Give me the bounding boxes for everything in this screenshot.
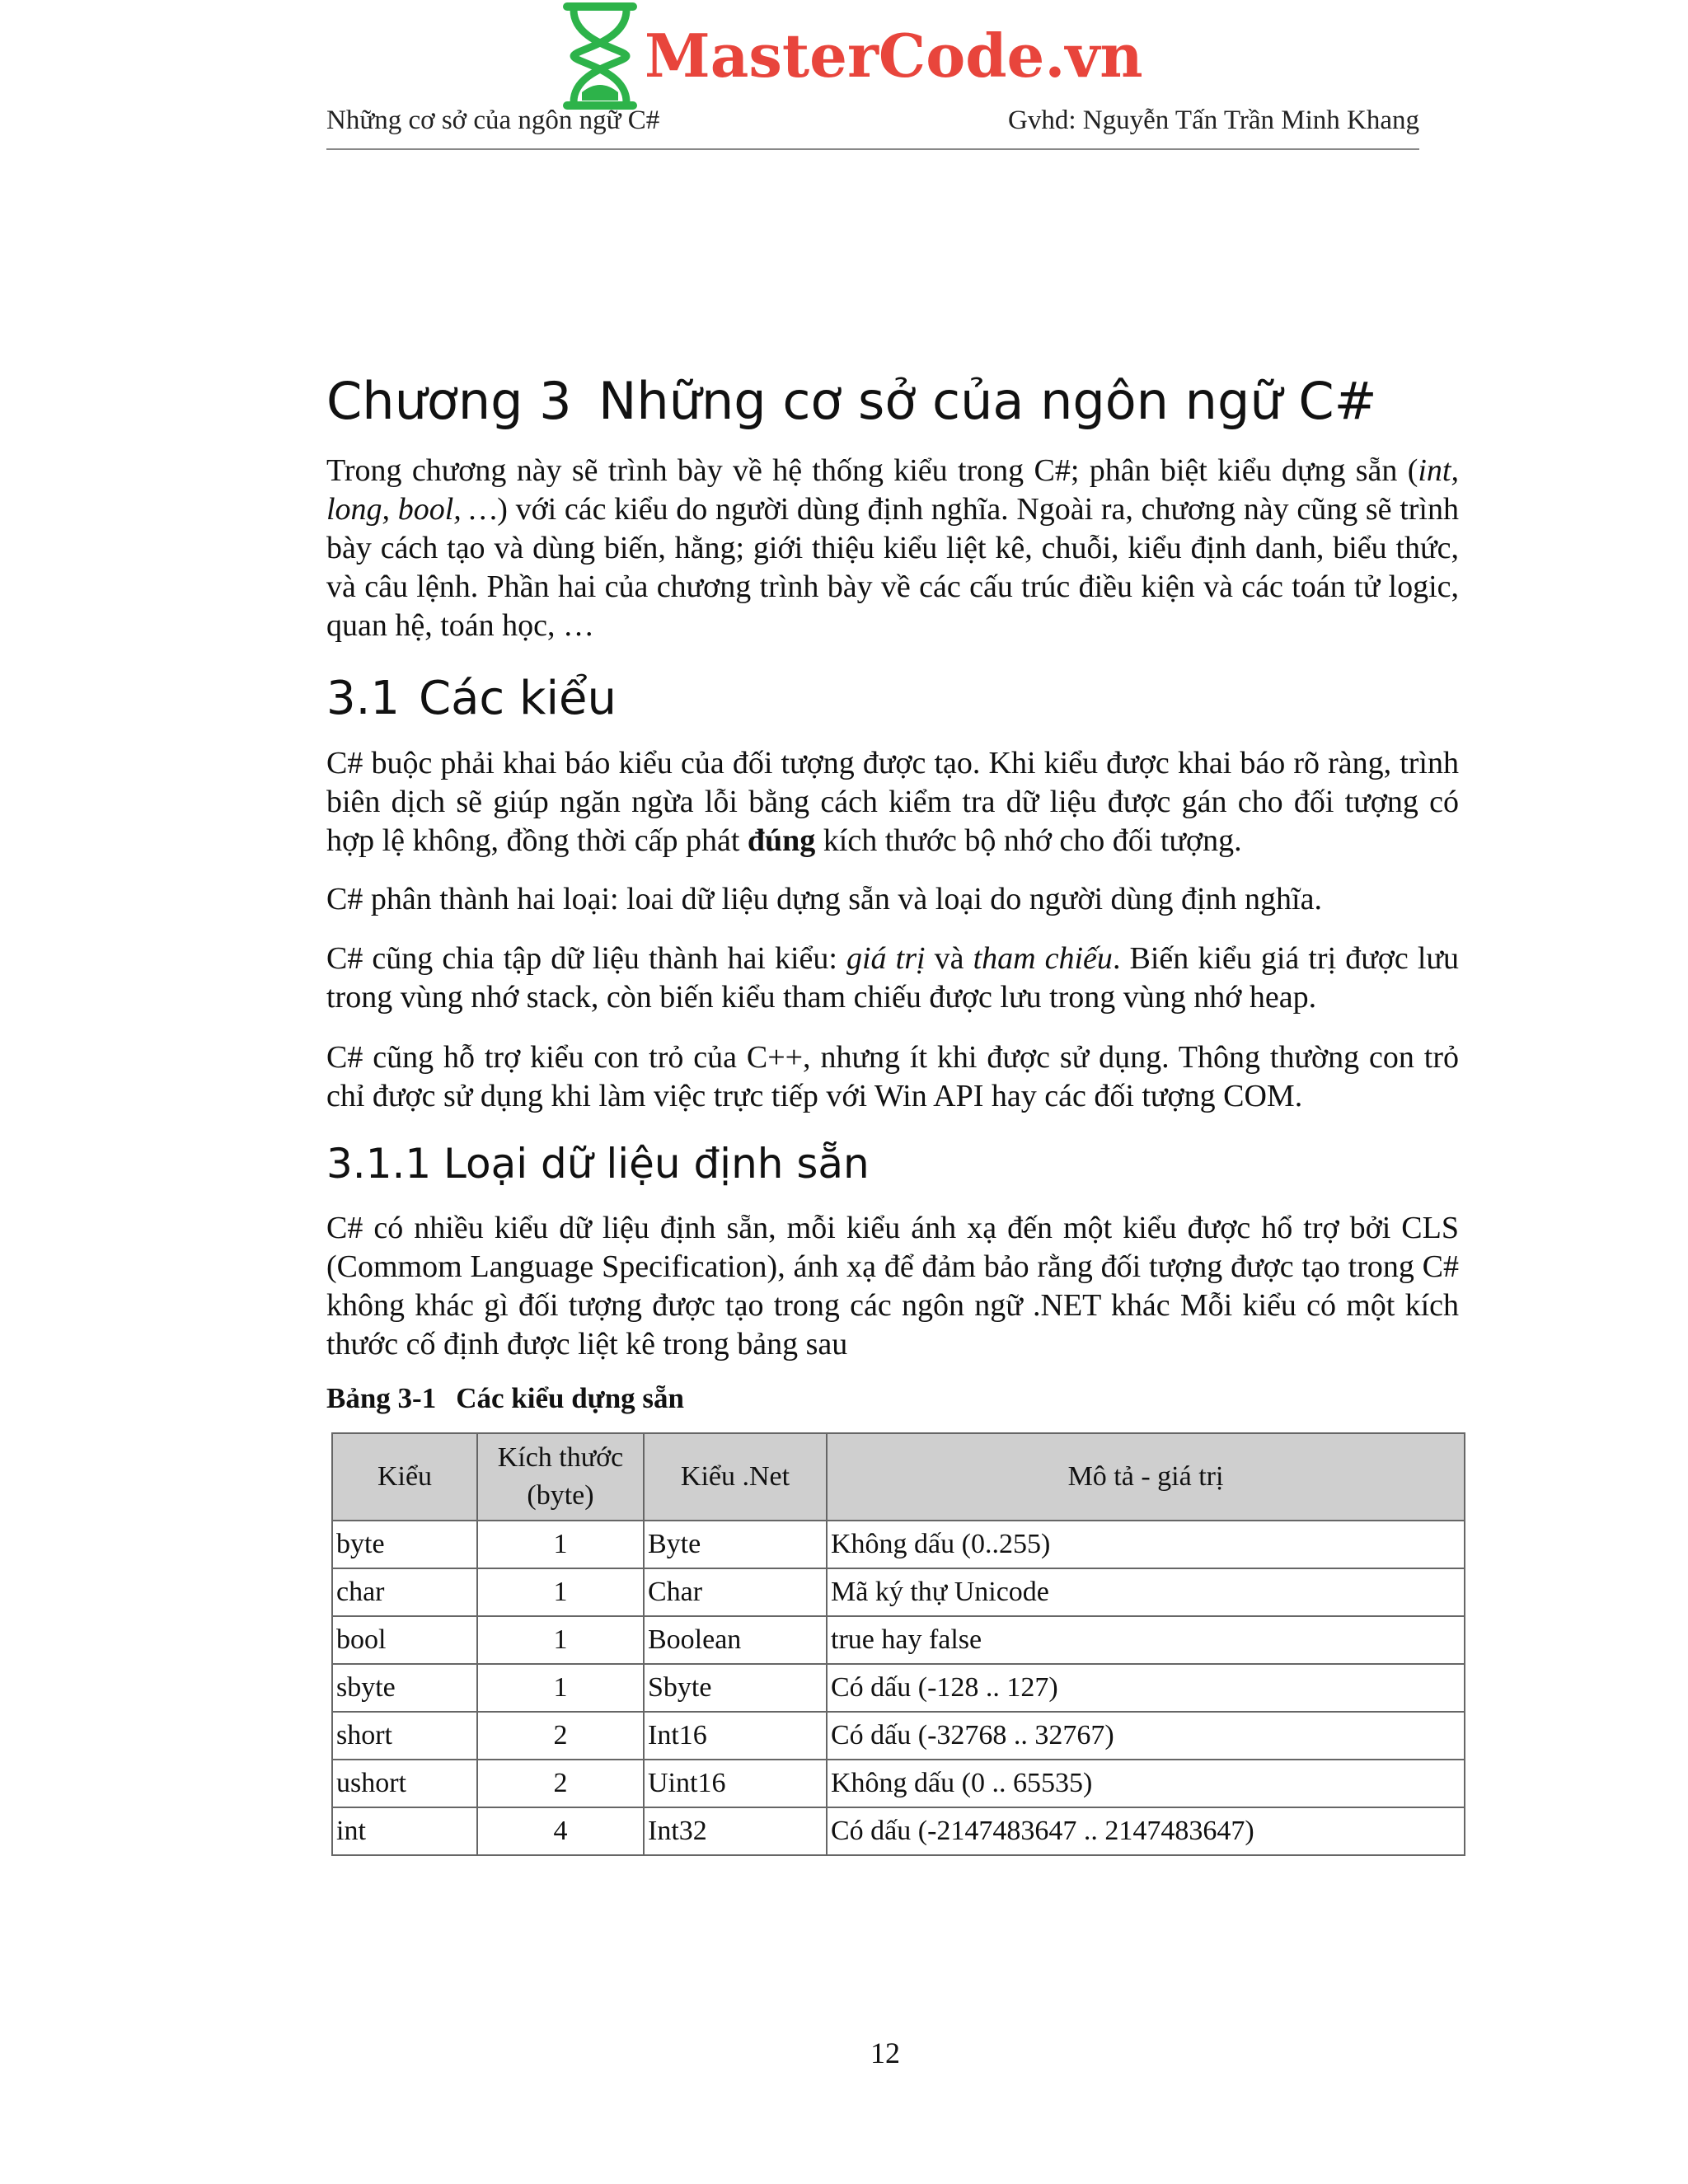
s3-italic-value: giá trị	[846, 941, 926, 976]
table-row	[332, 1760, 1465, 1807]
table-row	[332, 1712, 1465, 1760]
cell-type: bool	[332, 1616, 477, 1664]
chapter-title	[326, 371, 1377, 431]
running-header	[326, 105, 1419, 150]
cell-net-type: Char	[644, 1568, 827, 1616]
cell-description: Mã ký thự Unicode	[827, 1568, 1465, 1616]
cell-net-type: Int16	[644, 1712, 827, 1760]
cell-net-type: Sbyte	[644, 1664, 827, 1712]
s1-text-a: C# buộc phải khai báo kiểu của đối tượng được tạo. Khi kiểu được khai báo rõ ràng, trình biên dịch sẽ giúp ngăn ngừa lỗi bằng cách kiểm tra dữ liệu được gán cho đối tượng có hợp lệ không, đồng thời cấp phát	[326, 746, 1459, 858]
header-net-type: Kiểu .Net	[644, 1433, 827, 1521]
header-size	[477, 1433, 644, 1521]
table-row	[332, 1807, 1465, 1855]
cell-description: Có dấu (-2147483647 .. 2147483647)	[827, 1807, 1465, 1855]
s3-text-a: C# cũng chia tập dữ liệu thành hai kiểu:	[326, 941, 846, 976]
table-row	[332, 1664, 1465, 1712]
cell-description: Có dấu (-32768 .. 32767)	[827, 1712, 1465, 1760]
cell-net-type: Uint16	[644, 1760, 827, 1807]
cell-size: 1	[477, 1616, 644, 1664]
s1-bold-word: đúng	[747, 823, 816, 858]
table-caption-number: Bảng 3-1	[326, 1382, 437, 1414]
section-title	[326, 672, 617, 725]
chapter-name: Những cơ sở của ngôn ngữ C#	[598, 371, 1377, 431]
s3-text-e: . Biến kiểu giá trị được lưu trong vùng nhớ stack, còn biến kiểu tham chiếu được lưu trong vùng nhớ heap.	[326, 941, 1459, 1015]
intro-text-1: Trong chương này sẽ trình bày về hệ thống kiểu trong C#; phân biệt kiểu dựng sẵn (	[326, 453, 1418, 488]
header-instructor: Gvhd: Nguyễn Tấn Trần Minh Khang	[1008, 105, 1419, 135]
chapter-intro-paragraph	[326, 452, 1459, 645]
cell-net-type: Boolean	[644, 1616, 827, 1664]
cell-net-type: Int32	[644, 1807, 827, 1855]
table-row	[332, 1616, 1465, 1664]
section-paragraph-4: C# cũng hỗ trợ kiểu con trỏ của C++, nhưng ít khi được sử dụng. Thông thường con trỏ chỉ được sử dụng khi làm việc trực tiếp với Win API hay các đối tượng COM.	[326, 1040, 1459, 1113]
table-row	[332, 1521, 1465, 1568]
hourglass-icon	[560, 2, 640, 110]
cell-type: sbyte	[332, 1664, 477, 1712]
builtin-types-table	[331, 1432, 1465, 1856]
cell-type: byte	[332, 1521, 477, 1568]
cell-type: short	[332, 1712, 477, 1760]
s3-italic-reference: tham chiếu	[973, 941, 1113, 976]
section-number: 3.1	[326, 672, 401, 725]
subsection-name: Loại dữ liệu định sẵn	[443, 1140, 870, 1188]
header-size-line1: Kích thước	[497, 1442, 624, 1473]
section-paragraph-1	[326, 744, 1459, 860]
cell-size: 1	[477, 1664, 644, 1712]
header-type: Kiểu	[332, 1433, 477, 1521]
table-row	[332, 1568, 1465, 1616]
s1-text-c: kích thước bộ nhớ cho đối tượng.	[815, 823, 1242, 858]
cell-description: Có dấu (-128 .. 127)	[827, 1664, 1465, 1712]
cell-description: Không dấu (0 .. 65535)	[827, 1760, 1465, 1807]
section-name: Các kiểu	[419, 672, 617, 725]
s3-text-c: và	[925, 941, 973, 976]
cell-size: 1	[477, 1521, 644, 1568]
cell-size: 2	[477, 1712, 644, 1760]
cell-size: 4	[477, 1807, 644, 1855]
intro-italic-types: int, long, bool, …	[326, 453, 1459, 527]
cell-description: true hay false	[827, 1616, 1465, 1664]
cell-description: Không dấu (0..255)	[827, 1521, 1465, 1568]
cell-type: char	[332, 1568, 477, 1616]
intro-text-2: ) với các kiểu do người dùng định nghĩa. Ngoài ra, chương này cũng sẽ trình bày cách tạo và dùng biến, hằng; giới thiệu kiểu liệt kê, chuỗi, kiểu định danh, biểu thức, và câu lệnh. Phần hai của chương trình bày về các cấu trúc điều kiện và các toán tử logic, quan hệ, toán học, …	[326, 492, 1459, 643]
subsection-title	[326, 1140, 870, 1188]
cell-net-type: Byte	[644, 1521, 827, 1568]
table-caption	[326, 1382, 684, 1415]
cell-size: 2	[477, 1760, 644, 1807]
subsection-paragraph: C# có nhiều kiểu dữ liệu định sẵn, mỗi kiểu ánh xạ đến một kiểu được hổ trợ bởi CLS (Commom Language Specification), ánh xạ để đảm bảo rằng đối tượng được tạo trong C# không khác gì đối tượng được tạo trong các ngôn ngữ .NET khác Mỗi kiểu có một kích thước cố định được liệt kê trong bảng sau	[326, 1211, 1459, 1361]
mastercode-logo	[560, 0, 1143, 111]
header-description: Mô tả - giá trị	[827, 1433, 1465, 1521]
section-paragraph-3	[326, 940, 1459, 1017]
logo-text: MasterCode.vn	[645, 21, 1143, 91]
subsection-number: 3.1.1	[326, 1140, 432, 1188]
chapter-number: Chương 3	[326, 371, 572, 431]
table-caption-title: Các kiểu dựng sẵn	[456, 1382, 684, 1414]
cell-type: ushort	[332, 1760, 477, 1807]
table-header-row	[332, 1433, 1465, 1521]
section-paragraph-2: C# phân thành hai loại: loai dữ liệu dựng sẵn và loại do người dùng định nghĩa.	[326, 882, 1322, 916]
cell-size: 1	[477, 1568, 644, 1616]
header-size-line2: (byte)	[527, 1480, 594, 1511]
header-doc-title: Những cơ sở của ngôn ngữ C#	[326, 105, 660, 135]
page-number: 12	[870, 2036, 900, 2069]
cell-type: int	[332, 1807, 477, 1855]
